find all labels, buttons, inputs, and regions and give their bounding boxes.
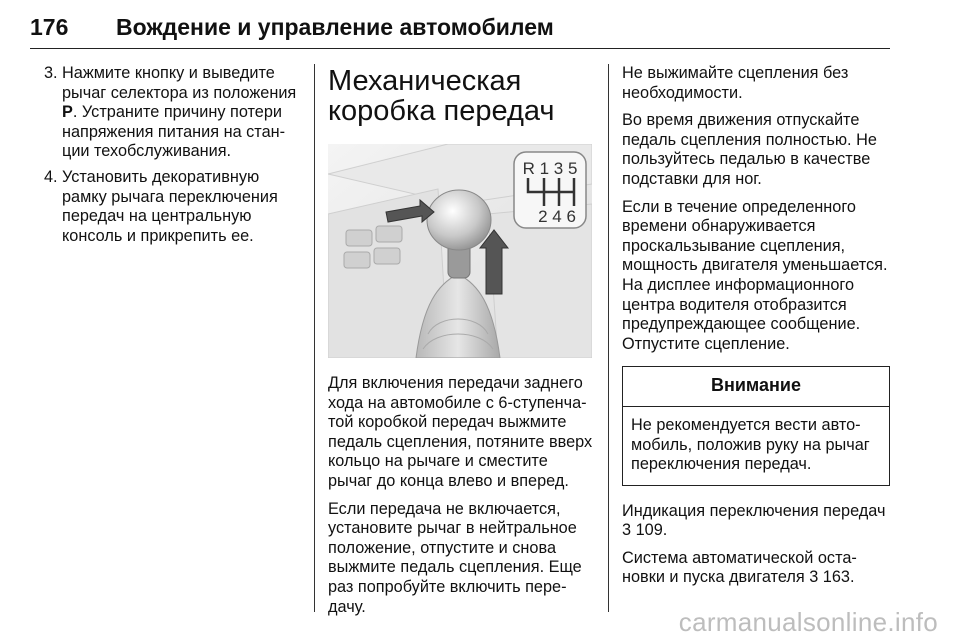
section-title-line2: коробка передач (328, 95, 555, 127)
clutch-advice-1: Не выжимайте сцепления без необходимости. (622, 64, 849, 102)
step-text: Установить декоративную рамку рычага переключения передач на центральную консоль и прикрепить ее. (62, 167, 278, 245)
reference-text: Индикация переключения передач (622, 501, 886, 520)
page-reference-icon: 3 (622, 521, 632, 540)
clutch-advice-2: Во время движения отпускайте педаль сцепления полностью. Не пользуйтесь педалью в качестве подставки для ног. (622, 111, 877, 188)
gear-labels-top: R 1 3 5 (522, 159, 578, 178)
gear-pattern-diagram (514, 152, 586, 228)
step-item-4 (36, 168, 306, 246)
page-header (30, 8, 890, 49)
column-divider-left (314, 64, 315, 612)
step-number: 4. (44, 167, 58, 186)
reference-text: Система автоматической оста- новки и пуска двигателя (622, 548, 857, 587)
step-number: 3. (44, 64, 58, 82)
cross-reference-stop-start (622, 549, 890, 588)
warning-box (622, 366, 890, 485)
gear-not-engaging-instructions: Если передача не включается, установите рычаг в нейтральное положение, отпустите и снова выжмите педаль сцепления. Еще раз попробуйте включить пере- дачу. (328, 499, 582, 616)
reference-page: 163. (822, 568, 855, 587)
reverse-gear-instructions: Для включения передачи заднего хода на автомобиле с 6-ступенча- той коробкой передач выжмите педаль сцепления, потяните вверх кольцо на рычаге и сместите рычаг до конца влево и вперед. (328, 374, 593, 490)
step-item-3 (36, 64, 306, 162)
middle-column (328, 64, 596, 625)
clutch-slip-info: Если в течение определенного времени обнаруживается проскальзывание сцепления, мощность двигателя уменьшается. На дисплее информационного центра водителя отобразится предупреждающее сообщение. Отпустите сцепление. (622, 197, 888, 353)
watermark: carmanualsonline.info (678, 607, 938, 637)
step-text-continued: . Устраните причину потери напряжения питания на стан- ции техобслуживания. (62, 103, 286, 161)
selector-position-p: P (62, 103, 73, 122)
gear-labels-bottom: 2 4 6 (538, 207, 576, 226)
gearshift-illustration (328, 144, 592, 358)
right-column (622, 64, 890, 596)
section-title (328, 66, 596, 126)
cross-reference-shift-indicator (622, 502, 890, 541)
gear-knob (427, 190, 491, 250)
warning-title: Внимание (623, 367, 889, 407)
warning-text: Не рекомендуется вести авто- мобиль, положив руку на рычаг переключения передач. (631, 415, 870, 474)
step-text: Нажмите кнопку и выведите рычаг селектора из положения (62, 64, 297, 102)
section-title-line1: Механическая (328, 65, 522, 97)
column-divider-right (608, 64, 609, 612)
page-reference-icon: 3 (809, 568, 819, 587)
chapter-title: Вождение и управление автомобилем (116, 14, 554, 40)
left-column (36, 64, 306, 252)
reference-page: 109. (635, 521, 668, 540)
steps-list (36, 64, 306, 246)
page-number: 176 (30, 14, 69, 40)
